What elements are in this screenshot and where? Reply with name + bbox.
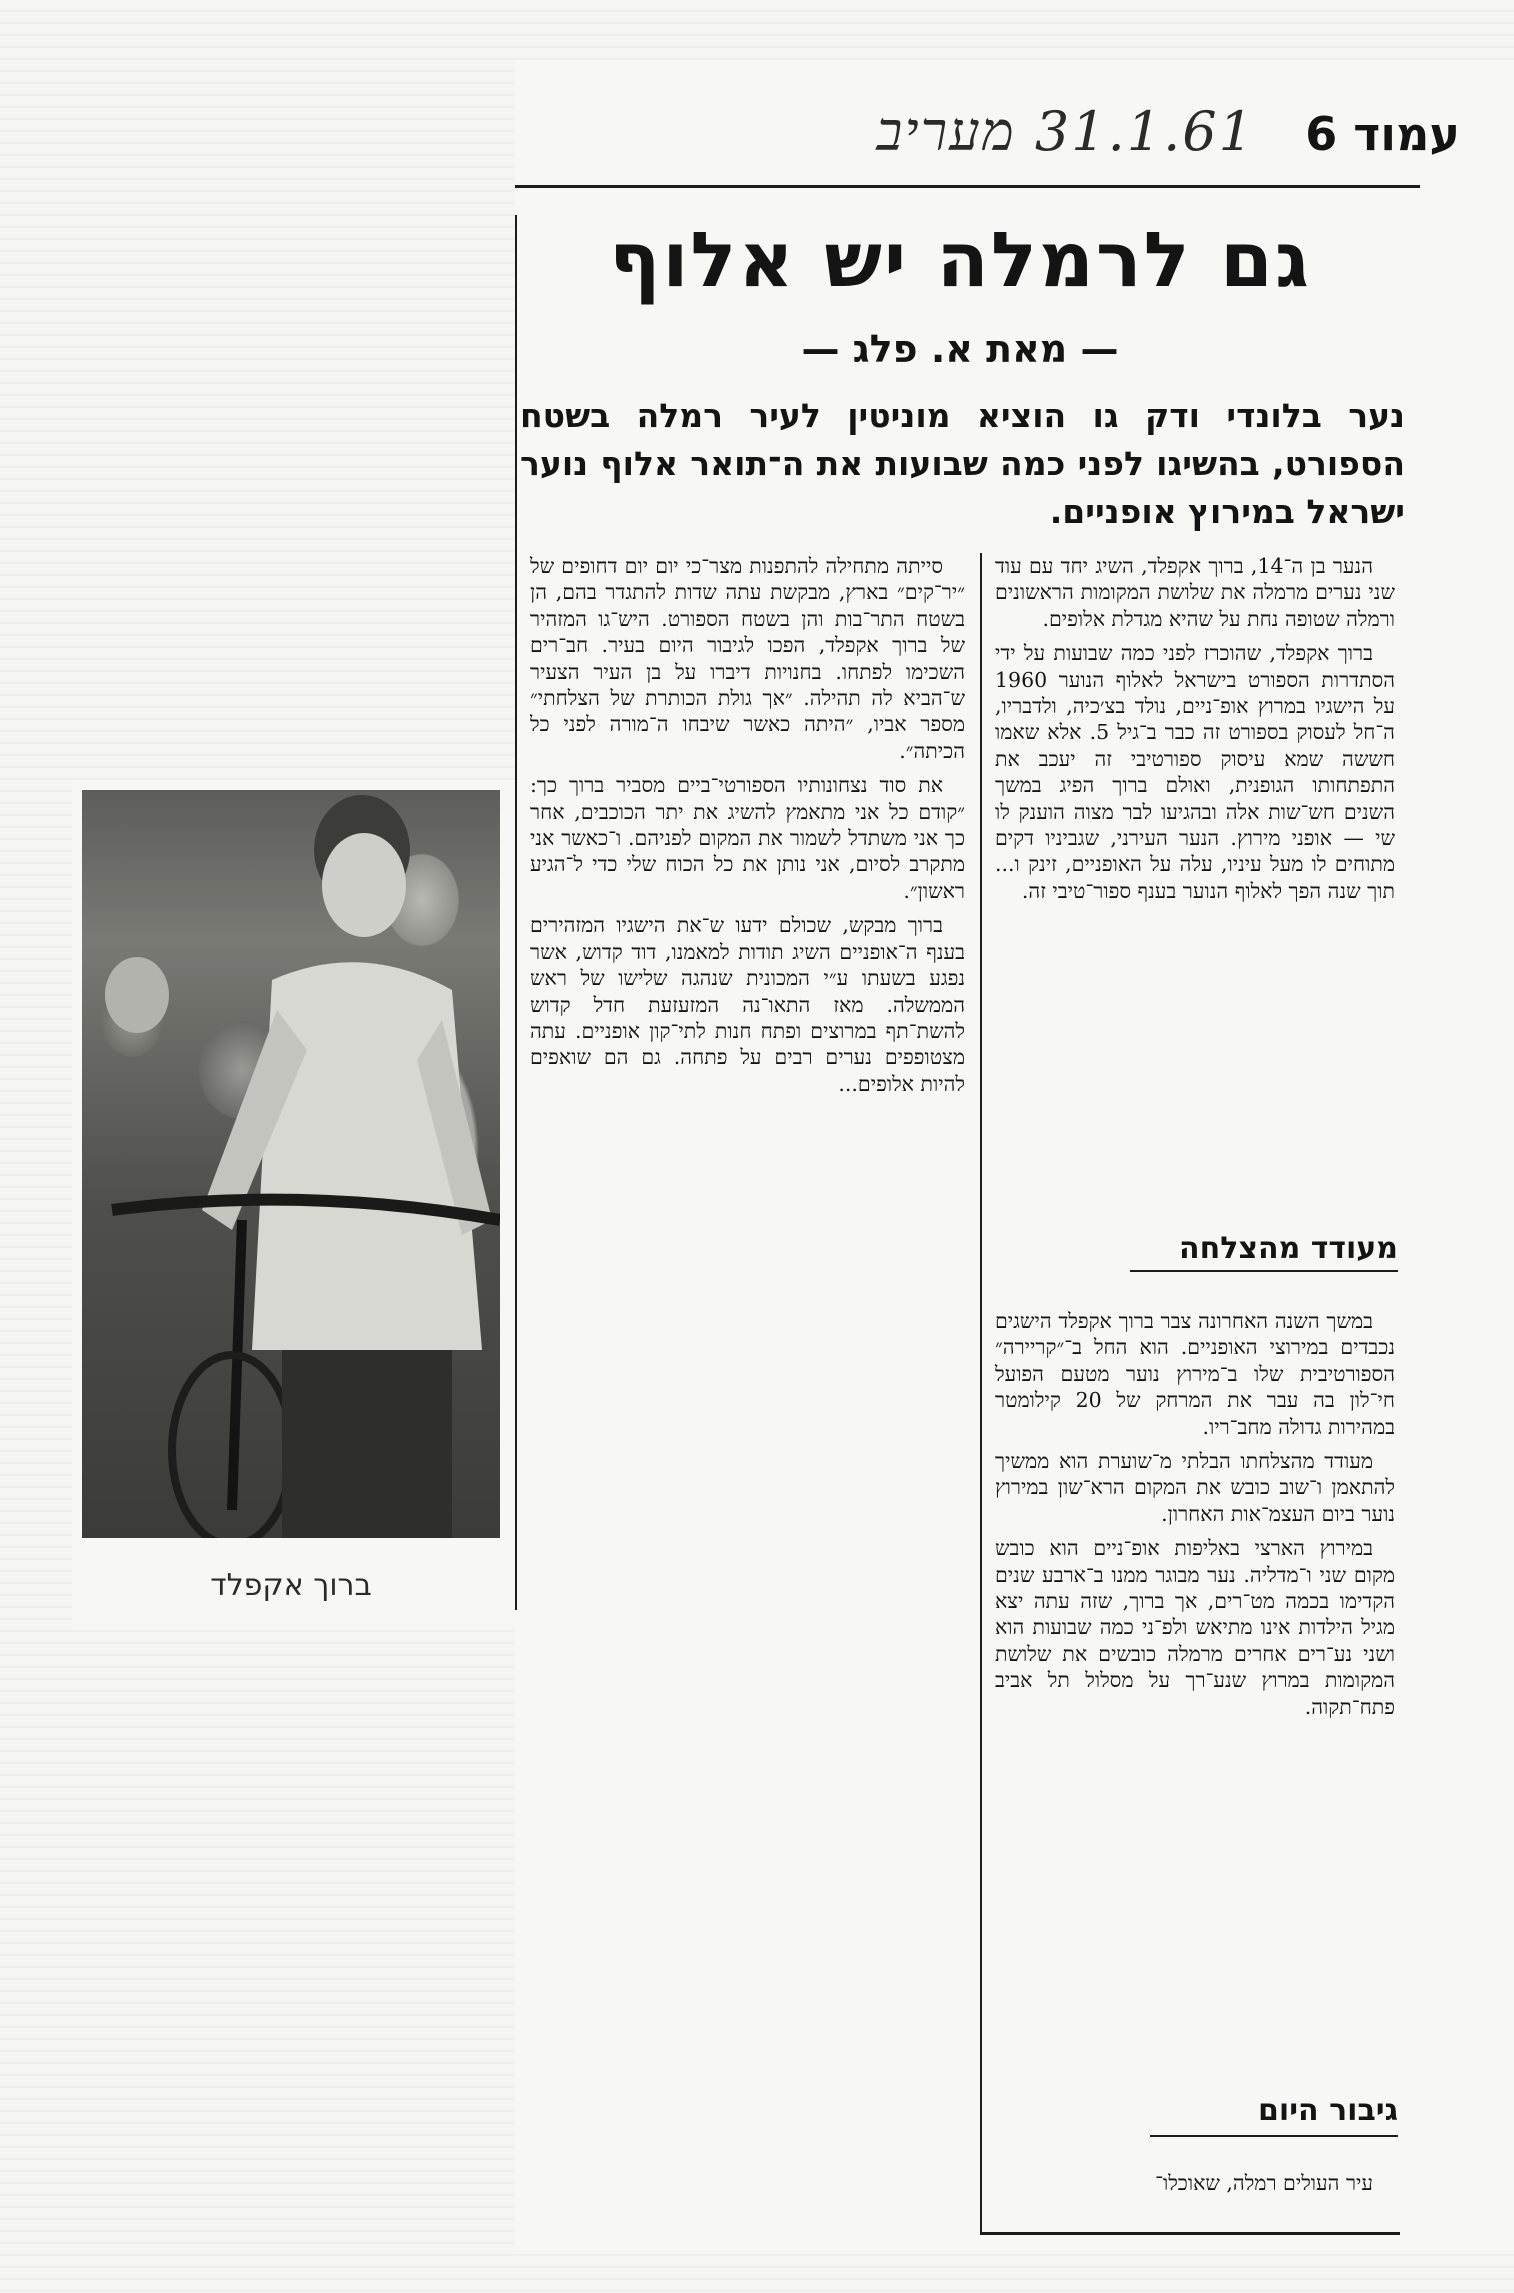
right-column-lower <box>995 1308 1395 1728</box>
paragraph: הנער בן ה־14, ברוך אקפלד, השיג יחד עם עוד שני נערים מרמלה את שלושת המקומות הראשונים ורמלה שטופה נחת על שהיא מגדלת אלופים. <box>995 554 1395 631</box>
face <box>322 833 406 937</box>
article-clipping <box>515 60 1514 2250</box>
lead-text: נער בלונדי ודק גו הוציא מוניטין לעיר רמלה בשטח הספורט, בהשיגו לפני כמה שבועות את ה־תואר אלוף נוער ישראל במירוץ אופניים. <box>520 396 1405 531</box>
right-column-last <box>995 2170 1395 2204</box>
paragraph: במירוץ הארצי באליפות אופ־ניים הוא כובש מקום שני ו־מדליה. נער מבוגר ממנו ב־ארבע שנים הקדימו בכמה מט־רים, אך ברוך, שזה עתה יצא מגיל הילדות אינו מתיאש ולפ־ני כמה שבועות הוא ושני נע־רים אחרים מרמלה כובשים את שלושת המקומות במרוץ שנע־רך על מסלול תל אביב פתח־תקוה. <box>995 1536 1395 1719</box>
left-column <box>530 553 965 1105</box>
fork <box>232 1220 242 1510</box>
subhead-text: גיבור היום <box>1258 2093 1398 2128</box>
paragraph: ברוך מבקש, שכולם ידעו ש־את הישגיו המזהירים בענף ה־אופניים השיג תודות למאמנו, דוד קדוש, אשר נפגע בשעתו ע״י המכונית שנהגה שלישו של ראש הממשלה. מאז התאו־נה המזעזעת חדל קדוש להשת־תף במרוצים ופתח חנות לתי־קון אופניים. עתה מצטופפים נערים רבים על פתחה. גם הם שואפים להיות אלופים... <box>530 913 965 1096</box>
column-divider <box>980 553 982 2233</box>
paragraph: מעודד מהצלחתו הבלתי מ־שוערת הוא ממשיך להתאמן ו־שוב כובש את המקום הרא־שון במירוץ נוער ביום העצמ־אות האחרון. <box>995 1449 1395 1526</box>
photo-drawing <box>82 790 500 1538</box>
byline: — מאת א. פלג — <box>801 327 1119 371</box>
subhead-underline <box>1150 2135 1398 2137</box>
paragraph: עיר העולים רמלה, שאוכלו־ <box>1155 2171 1373 2195</box>
bottom-rule <box>980 2232 1400 2235</box>
paragraph: במשך השנה האחרונה צבר ברוך אקפלד הישגים נכבדים במירוצי האופניים. הוא החל ב־״קריירה״ הספורטיבית שלו ב־מירוץ נוער מטעם הפועל חי־לון בה עבר את המרחק של 20 קילומטר במהירות גדולה מחב־ריו. <box>995 1309 1395 1439</box>
paragraph: את סוד נצחונותיו הספורטי־ביים מסביר ברוך כך: ״קודם כל אני מתאמץ להשיג את יתר הכוכבים, אחר כך אני משתדל לשמור את המקום לפניהם. ו־כאשר אני מתקרב לסיום, אני נותן את כל הכוח שלי כדי ל־הגיע ראשון״. <box>530 773 965 903</box>
background-child-face <box>105 957 169 1033</box>
headline: גם לרמלה יש אלוף <box>609 215 1311 304</box>
right-column <box>995 553 1395 912</box>
page-header <box>800 95 1460 185</box>
subhead-hero <box>1140 2094 1398 2128</box>
subhead-underline <box>1130 1270 1398 1272</box>
lead-paragraph <box>520 392 1405 536</box>
left-border-rule <box>515 215 517 1610</box>
page-number: עמוד 6 <box>1305 107 1460 161</box>
subhead-success <box>1100 1232 1398 1266</box>
subhead-text: מעודד מהצלחה <box>1179 1231 1398 1266</box>
photo-caption: ברוך אקפלד <box>210 1568 372 1603</box>
paragraph: סייתה מתחילה להתפנות מצר־כי יום יום דחופים של ״יר־קים״ בארץ, מבקשת עתה שדות להתגדר בהם, הן בשטח התר־בות והן בשטח הספורט. היש־גו המזהיר של ברוך אקפלד, הפכו לגיבור היום בעיר. חב־רים השכימו לפתחו. בחנויות דיברו על בן העיר הצעיר ש־הביא לה תהילה. ״אך גולת הכותרת של הצלחתי״ מספר אביו, ״היתה כאשר שיבחו ה־מורה לפני כל הכיתה״. <box>530 554 966 763</box>
shorts <box>282 1350 452 1538</box>
paragraph: ברוך אקפלד, שהוכרז לפני כמה שבועות על ידי הסתדרות הספורט בישראל לאלוף הנוער 1960 על הישגיו במרוץ אופ־ניים, נולד בצ׳כיה, ולדבריו, ה־חל לעסוק בספורט זה כבר ב־גיל 5. אלא שאמו חששה שמא עיסוק ספורטיבי זה יעכב את התפתחותו הגופנית, ואולם ברוך הפיג במשך השנים חש־שות אלה ובהגיעו לבר מצוה הוענק לו שי — אופני מירוץ. הנער העירני, שגביניו דקים מתוחים לו מעל עיניו, עלה על האופניים, זינק ו... תוך שנה הפך לאלוף הנוער בענף ספור־טיבי זה. <box>995 641 1395 903</box>
header-rule <box>515 185 1420 188</box>
handwritten-date: 31.1.61 מעריב <box>876 100 1255 163</box>
cyclist-photo <box>82 790 500 1538</box>
